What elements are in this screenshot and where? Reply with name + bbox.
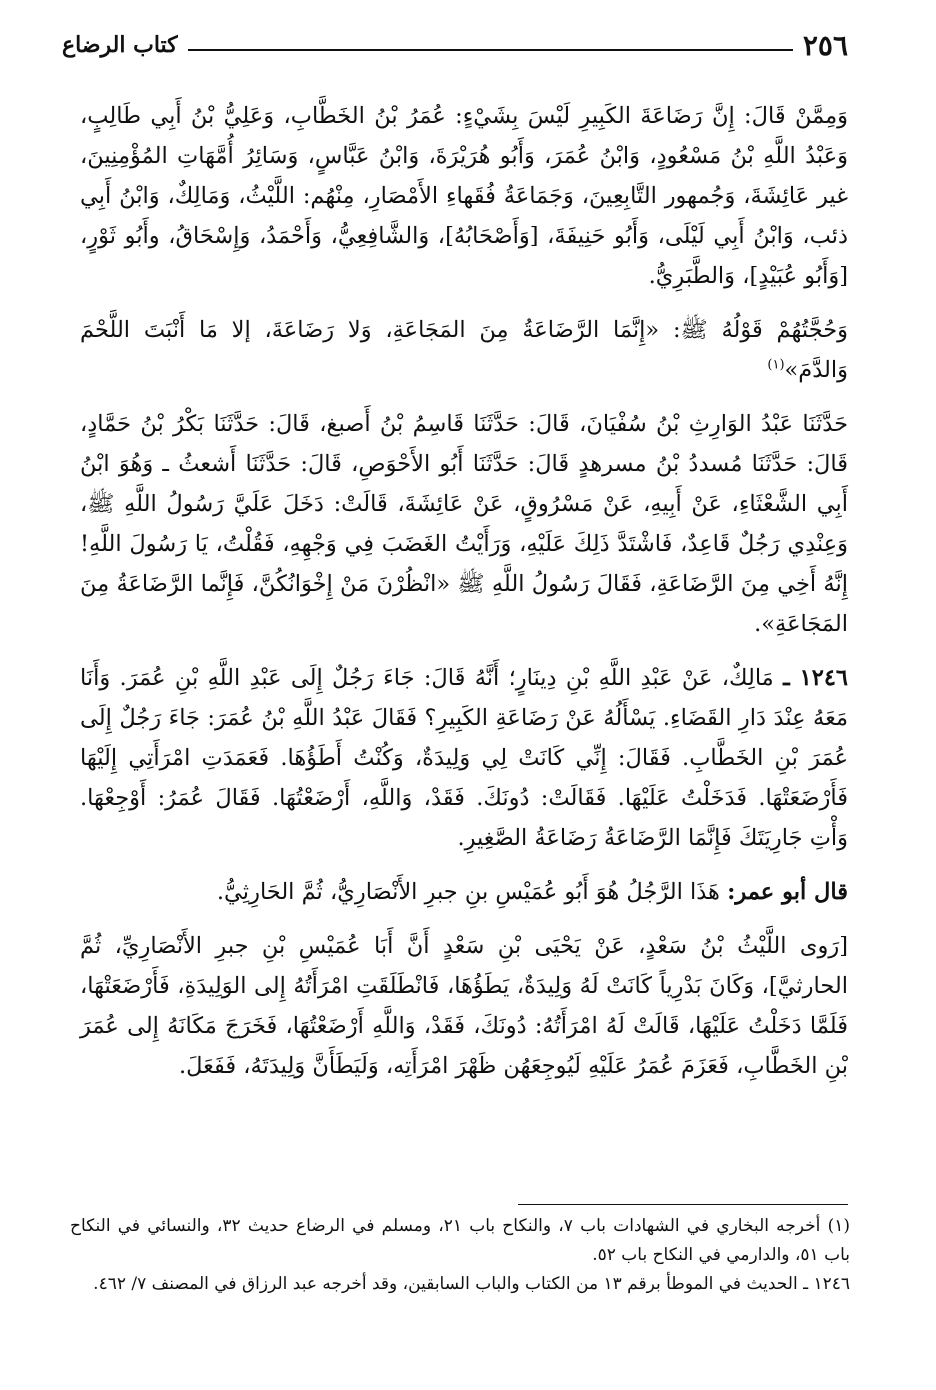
paragraph-hadith-aisha: حَدَّثَنَا عَبْدُ الوَارِثِ بْنُ سُفْيَانَ، قَالَ: حَدَّثَنَا قَاسِمُ بْنُ أَصبغ، قَالَ: حَدَّثَنَا بَكْرُ بْنُ حَمَّادٍ، قَالَ: حَدَّثَنَا مُسددُ بْنُ مسرهدٍ قَالَ: حَدَّثَنَا أَبُو الأَحْوَصِ، قَالَ: حَدَّثَنَا أَشعثُ ـ وَهُوَ ابْنُ أَبِي الشَّعْثَاءِ، عَنْ أَبِيهِ، عَنْ مَسْرُوقٍ، عَنْ عَائِشَةَ، قَالَتْ: دَخَلَ عَلَيَّ رَسُولُ اللَّهِ ﷺ، وَعِنْدِي رَجُلٌ قَاعِدٌ، فَاشْتَدَّ ذَلِكَ عَلَيْهِ، وَرَأَيْتُ الغَضَبَ فِي وَجْهِهِ، فَقُلْتُ، يَا رَسُولَ اللَّهِ! إِنَّهُ أَخِي مِنَ الرَّضَاعَةِ، فَقَالَ رَسُولُ اللَّهِ ﷺ «انْظُرْنَ مَنْ إِخْوَانُكُنَّ، فَإِنَّما الرَّضَاعَةُ مِنَ المَجَاعَةِ». bbox=[80, 411, 848, 637]
footnote-separator bbox=[518, 1204, 848, 1205]
footnote-1246: ١٢٤٦ ـ الحديث في الموطأ برقم ١٣ من الكتاب والباب السابقين، وقد أخرجه عبد الرزاق في المصنف ٧/ ٤٦٢. bbox=[93, 1274, 850, 1294]
footnotes bbox=[70, 1212, 850, 1299]
footnote-1: (١) أخرجه البخاري في الشهادات باب ٧، والنكاح باب ٢١، ومسلم في الرضاع حديث ٣٢، والنسائي في النكاح باب ٥١، والدارمي في النكاح باب ٥٢. bbox=[70, 1216, 851, 1265]
footnote-reference: (١) bbox=[767, 357, 785, 373]
book-title: كتاب الرضاع bbox=[62, 32, 178, 58]
hadith-1246-text: مَالِكٌ، عَنْ عَبْدِ اللَّهِ بْنِ دِينَارٍ؛ أَنَّهُ قَالَ: جَاءَ رَجُلٌ إِلَى عَبْدِ اللَّهِ بْنِ عُمَرَ. وَأَنَا مَعَهُ عِنْدَ دَارِ القَضَاءِ. يَسْأَلُهُ عَنْ رَضَاعَةِ الكَبِيرِ؟ فَقَالَ عَبْدُ اللَّهِ بْنُ عُمَرَ: جَاءَ رَجُلٌ إِلَى عُمَرَ بْنِ الخَطَّابِ. فَقَالَ: إِنِّي كَانَتْ لِي وَلِيدَةٌ، وَكُنْتُ أَطَؤُهَا. فَعَمَدَتِ امْرَأَتِي إِلَيْهَا فَأَرْضَعَتْهَا. فَدَخَلْتُ عَلَيْهَا. فَقَالَتْ: دُونَكَ. فَقَدْ، وَاللَّهِ، أَرْضَعْتُهَا. فَقَالَ عُمَرُ: أَوْجِعْهَا. وَأْتِ جَارِيَتَكَ فَإِنَّمَا الرَّضَاعَةُ رَضَاعَةُ الصَّغِيرِ. bbox=[80, 665, 848, 851]
paragraph-argument-text: وَحُجَّتُهُمْ قَوْلُهُ ﷺ: «إِنَّمَا الرَّضَاعَةُ مِنَ المَجَاعَةِ، وَلا رَضَاعَةَ، إلا مَا أَنْبَتَ اللَّحْمَ وَالدَّمَ» bbox=[80, 317, 848, 383]
abu-umar-text: هَذَا الرَّجُلُ هُوَ أَبُو عُمَيْسِ بنِ جبرِ الأَنْصَارِيُّ، ثُمَّ الحَارِثِيُّ. bbox=[216, 879, 720, 905]
paragraph-hadith-1246 bbox=[80, 658, 848, 858]
paragraph-argument bbox=[80, 310, 848, 390]
paragraph-scholars-list: وَمِمَّنْ قَالَ: إِنَّ رَضَاعَةَ الكَبِيرِ لَيْسَ بِشَيْءٍ: عُمَرُ بْنُ الخَطَّابِ، وَعَلِيُّ بْنُ أَبِي طَالِبٍ، وَعَبْدُ اللَّهِ بْنُ مَسْعُودٍ، وَابْنُ عُمَرَ، وَأَبُو هُرَيْرَةَ، وَابْنُ عَبَّاسٍ، وَسَائِرُ أُمَّهَاتِ المُؤْمِنِينَ، غير عَائِشَةَ، وَجُمهور التَّابِعِينَ، وَجَمَاعَةُ فُقَهاءِ الأَمْصَارِ، مِنْهُم: اللَّيْثُ، وَمَالِكٌ، وَابْنُ أَبِي ذئب، وَابْنُ أَبِي لَيْلَى، وَأَبُو حَنِيفَةَ، [وَأَصْحَابُهُ]، وَالشَّافِعِيُّ، وَأَحْمَدُ، وَإِسْحَاقُ، وأَبُو ثَوْرٍ، [وَأَبُو عُبَيْدٍ]، وَالطَّبَرِيُّ. bbox=[80, 103, 848, 289]
abu-umar-label: قال أبو عمر: bbox=[727, 879, 848, 905]
hadith-number: ١٢٤٦ ـ bbox=[783, 665, 848, 691]
paragraph-layth-narration: [رَوى اللَّيْثُ بْنُ سَعْدٍ، عَنْ يَحْيَى بْنِ سَعْدٍ أَنَّ أَبَا عُمَيْسِ بْنِ جبرِ الأَنْصَارِيِّ، ثُمَّ الحارثيَّ]، وَكَانَ بَدْرِياً كَانَتْ لَهُ وَلِيدَةٌ، يَطَؤُهَا، فَانْطَلَقَتِ امْرَأَتُهُ إِلى الوَلِيدَةِ، فَأَرْضَعَتْهَا، فَلَمَّا دَخَلْتُ عَلَيْهَا، قَالَتْ لَهُ امْرَأَتُهُ: دُونَكَ، فَقَدْ، وَاللَّهِ أَرْضَعْتُهَا، فَخَرَجَ مَكَانَهُ إِلى عُمَرَ بْنِ الخَطَّابِ، فَعَزَمَ عُمَرُ عَلَيْهِ لَيُوجِعَهُن ظَهْرَ امْرَأَتِه، وَلَيَطَأَنَّ وَلِيدَتَهُ، فَفَعَلَ. bbox=[80, 933, 848, 1079]
page-number: ٢٥٦ bbox=[802, 28, 848, 62]
running-header bbox=[62, 28, 848, 62]
main-text bbox=[80, 96, 848, 1100]
paragraph-abu-umar bbox=[80, 872, 848, 912]
header-rule bbox=[188, 49, 793, 51]
